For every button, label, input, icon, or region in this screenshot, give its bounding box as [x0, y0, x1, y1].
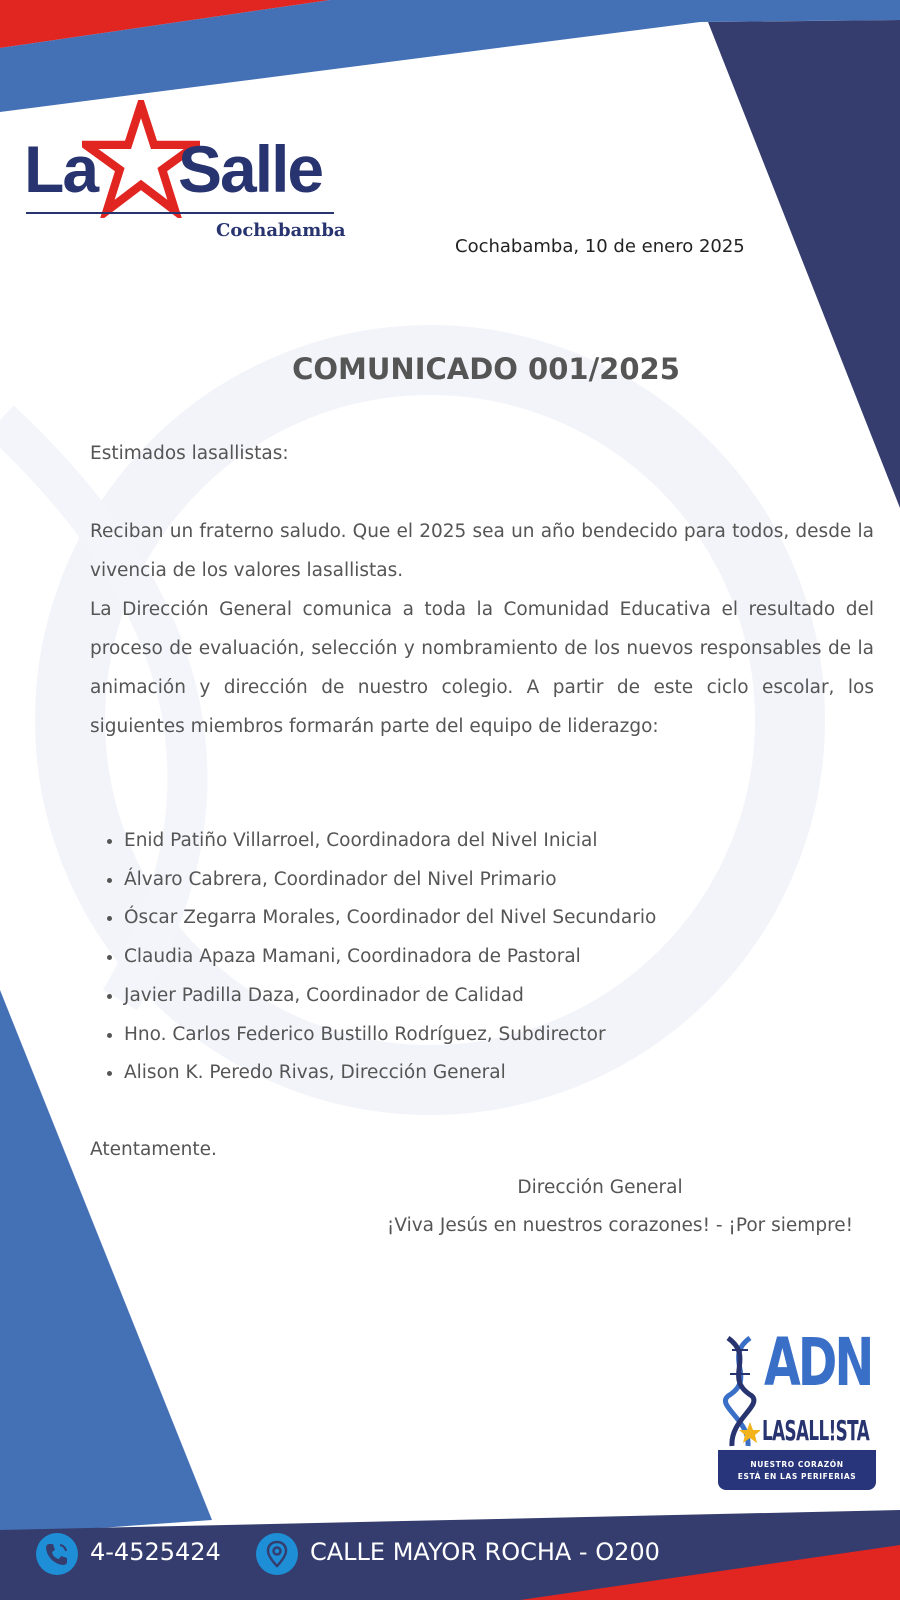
list-item: • Álvaro Cabrera, Coordinador del Nivel Primario — [124, 861, 656, 900]
footer-phone[interactable]: 4-4525424 — [90, 1538, 221, 1566]
logo-word-left: La — [24, 132, 98, 206]
badge-plate — [718, 1450, 876, 1490]
logo-word-right: Salle — [178, 132, 323, 206]
list-item: • Óscar Zegarra Morales, Coordinador del Nivel Secundario — [124, 899, 656, 938]
badge-tagline: ESTÁ EN LAS PERIFERIAS — [737, 1472, 857, 1481]
motto: ¡Viva Jesús en nuestros corazones! - ¡Por siempre! — [386, 1215, 854, 1236]
logo-divider — [26, 212, 334, 214]
badge-title: ADN — [764, 1324, 872, 1401]
dna-helix-icon — [720, 1336, 760, 1448]
letter-title: COMUNICADO 001/2025 — [292, 352, 680, 386]
list-item: • Javier Padilla Daza, Coordinador de Calidad — [124, 977, 656, 1016]
signature: Dirección General — [517, 1177, 683, 1198]
list-item: • Alison K. Peredo Rivas, Dirección General — [124, 1054, 656, 1093]
footer-address: CALLE MAYOR ROCHA - O200 — [310, 1538, 660, 1566]
location-pin-icon — [256, 1533, 298, 1575]
adn-lasallista-badge — [716, 1324, 876, 1492]
list-item: • Hno. Carlos Federico Bustillo Rodríguez, Subdirector — [124, 1016, 656, 1055]
closing: Atentamente. — [90, 1139, 217, 1160]
lasalle-logo — [20, 96, 350, 246]
leaders-list — [90, 822, 656, 1093]
badge-subtitle: LASALL!STA — [762, 1414, 870, 1447]
letter-body — [90, 512, 874, 746]
list-item: • Enid Patiño Villarroel, Coordinadora del Nivel Inicial — [124, 822, 656, 861]
phone-icon — [36, 1533, 78, 1575]
letter-date: Cochabamba, 10 de enero 2025 — [455, 236, 745, 257]
right-navy-wedge — [708, 20, 900, 508]
paragraph: Reciban un fraterno saludo. Que el 2025 sea un año bendecido para todos, desde la vivencia de los valores lasallistas. — [90, 521, 874, 581]
greeting: Estimados lasallistas: — [90, 443, 289, 464]
list-item: • Claudia Apaza Mamani, Coordinadora de Pastoral — [124, 938, 656, 977]
logo-city: Cochabamba — [216, 220, 346, 241]
paragraph: La Dirección General comunica a toda la Comunidad Educativa el resultado del proceso de evaluación, selección y nombramiento de los nuevos responsables de la animación y dirección de nuestro colegio. A partir de este ciclo escolar, los siguientes miembros formarán parte del equipo de liderazgo: — [90, 599, 874, 737]
badge-tagline: NUESTRO CORAZÓN — [750, 1460, 844, 1469]
